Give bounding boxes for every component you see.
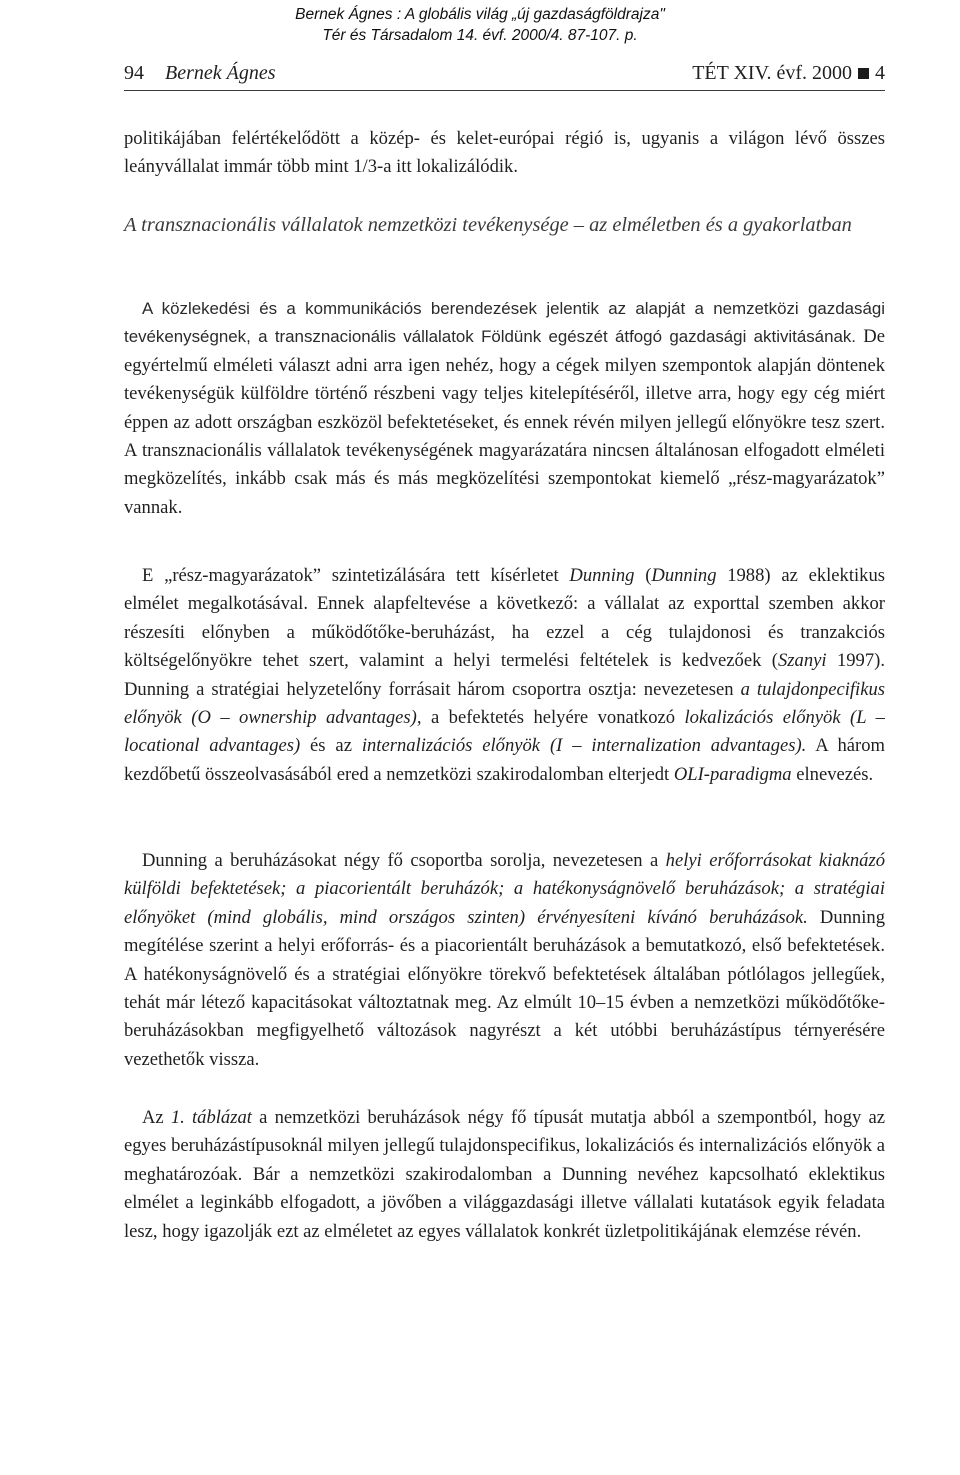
italic-run: OLI-paradigma [673, 763, 792, 785]
black-square-icon [858, 68, 869, 79]
italic-run: internalizációs előnyök (I – internalization advantages). [361, 735, 807, 757]
paragraph-4 [124, 1104, 885, 1246]
italic-run: lokalizációs előnyök (L – locational advantages) [124, 707, 885, 757]
citation-line-2: Tér és Társadalom 14. évf. 2000/4. 87-107. p. [322, 27, 638, 44]
text-run: a befektetés helyére vonatkozó [421, 707, 685, 729]
text-run: elnevezés. [791, 763, 874, 785]
text-run: és az [300, 735, 362, 757]
intro-paragraph: politikájában felértékelődött a közép- és kelet-európai régió is, ugyanis a világon lévő összes leányvállalat immár több mint 1/3-a itt lokalizálódik. [124, 128, 885, 178]
citation-header [0, 4, 960, 46]
running-head-journal: TÉT XIV. évf. 2000 [692, 62, 852, 84]
italic-run: helyi erőforrásokat kiaknázó külföldi befektetések; a piacorientált beruházók; a hatékonyságnövelő beruházások; a stratégiai előnyöket (mind globális, mind országos szinten) érvényesíteni kívánó beruházások. [124, 850, 886, 928]
text-run: 1988) az eklektikus elmélet megalkotásával. Ennek alapfeltevése a következő: a vállalat az exporttal szemben akkor részesíti előnyben a működőtőke-beruházást, ha ezzel a cég tulajdonosi és tranzakciós költségelőnyökre tehet szert, valamint a helyi termelési feltételek is kedvezőek ( [124, 565, 885, 672]
running-head-issue: 4 [875, 62, 885, 84]
italic-run: 1. táblázat [170, 1107, 252, 1128]
citation-line-1: Bernek Ágnes : A globális világ „új gazdaságföldrajza" [295, 6, 665, 23]
text-run: Dunning megítélése szerint a helyi erőforrás- és a piacorientált beruházások a bemutatkozó, első befektetések. A hatékonyságnövelő és a stratégiai előnyökre törekvő befektetések általában pótlólagos jellegűek, tehát már létező kapacitásokat változtatnak meg. Az elmúlt 10–15 évben a nemzetközi működőtőke-beruházásokban megfigyelhető változások nagyrészt a két utóbbi beruházástípus térnyerésére vezethetők vissza. [124, 906, 885, 1070]
paragraph-2 [124, 562, 885, 789]
text-run: Az [142, 1107, 171, 1128]
section-title: A transznacionális vállalatok nemzetközi tevékenysége – az elméletben és a gyakorlatban [124, 214, 852, 236]
paragraph-1 [124, 295, 885, 522]
italic-run: a tulajdonpecifikus előnyök (O – ownership advantages), [124, 678, 885, 729]
text-run: A három kezdőbetű összeolvasásából ered a nemzetközi szakirodalomban elterjedt [124, 735, 885, 785]
paragraph-3 [124, 847, 885, 1074]
text-run: Dunning a beruházásokat négy fő csoportba sorolja, nevezetesen a [142, 850, 666, 871]
text-run: a nemzetközi beruházások négy fő típusát mutatja abból a szempontból, hogy az egyes beruházástípusoknál milyen jellegű tulajdonspecifikus, lokalizációs és internalizációs előnyök a meghatározóak. Bár a nemzetközi szakirodalomban a Dunning nevéhez kapcsolható eklektikus elmélet a leginkább elfogadott, a jövőben a világgazdasági illetve vállalati kutatások egyik feladata lesz, hogy igazolják ezt az elméletet az egyes vállalatok konkrét üzletpolitikájának elemzése révén. [124, 1107, 885, 1242]
text-run: E „rész-magyarázatok” szintetizálására tett kísérletet [142, 565, 570, 586]
italic-run: Dunning [569, 565, 635, 586]
running-head-author: Bernek Ágnes [165, 62, 276, 84]
text-run: 1997). Dunning a stratégiai helyzetelőny forrásait három csoportra osztja: nevezetesen [124, 650, 885, 700]
italic-run: Szanyi [778, 650, 827, 672]
paragraph-1-sans-part: A közlekedési és a kommunikációs berendezések jelentik az alapját a nemzetközi gazdasági tevékenységnek, a transznacionális vállalatok Földünk egészét átfogó gazdasági aktivitásának. [124, 299, 885, 347]
italic-run: Dunning [651, 565, 717, 586]
text-run: ( [634, 565, 652, 586]
running-head [124, 58, 885, 91]
page-number: 94 [124, 62, 144, 84]
paragraph-1-serif-part: De egyértelmű elméleti választ adni arra igen nehéz, hogy a cégek milyen szempontok alapján döntenek tevékenységük külföldre történő részbeni vagy teljes kitelepítéséről, illetve arra, hogy egy cég miért éppen az adott országban eszközöl befektetéseket, és ennek révén milyen jellegű előnyökre tesz szert. A transznacionális vállalatok tevékenységének magyarázatára nincsen általánosan elfogadott elméleti megközelítés, inkább csak más és más megközelítési szempontokat kiemelő „rész-magyarázatok” vannak. [124, 326, 885, 518]
